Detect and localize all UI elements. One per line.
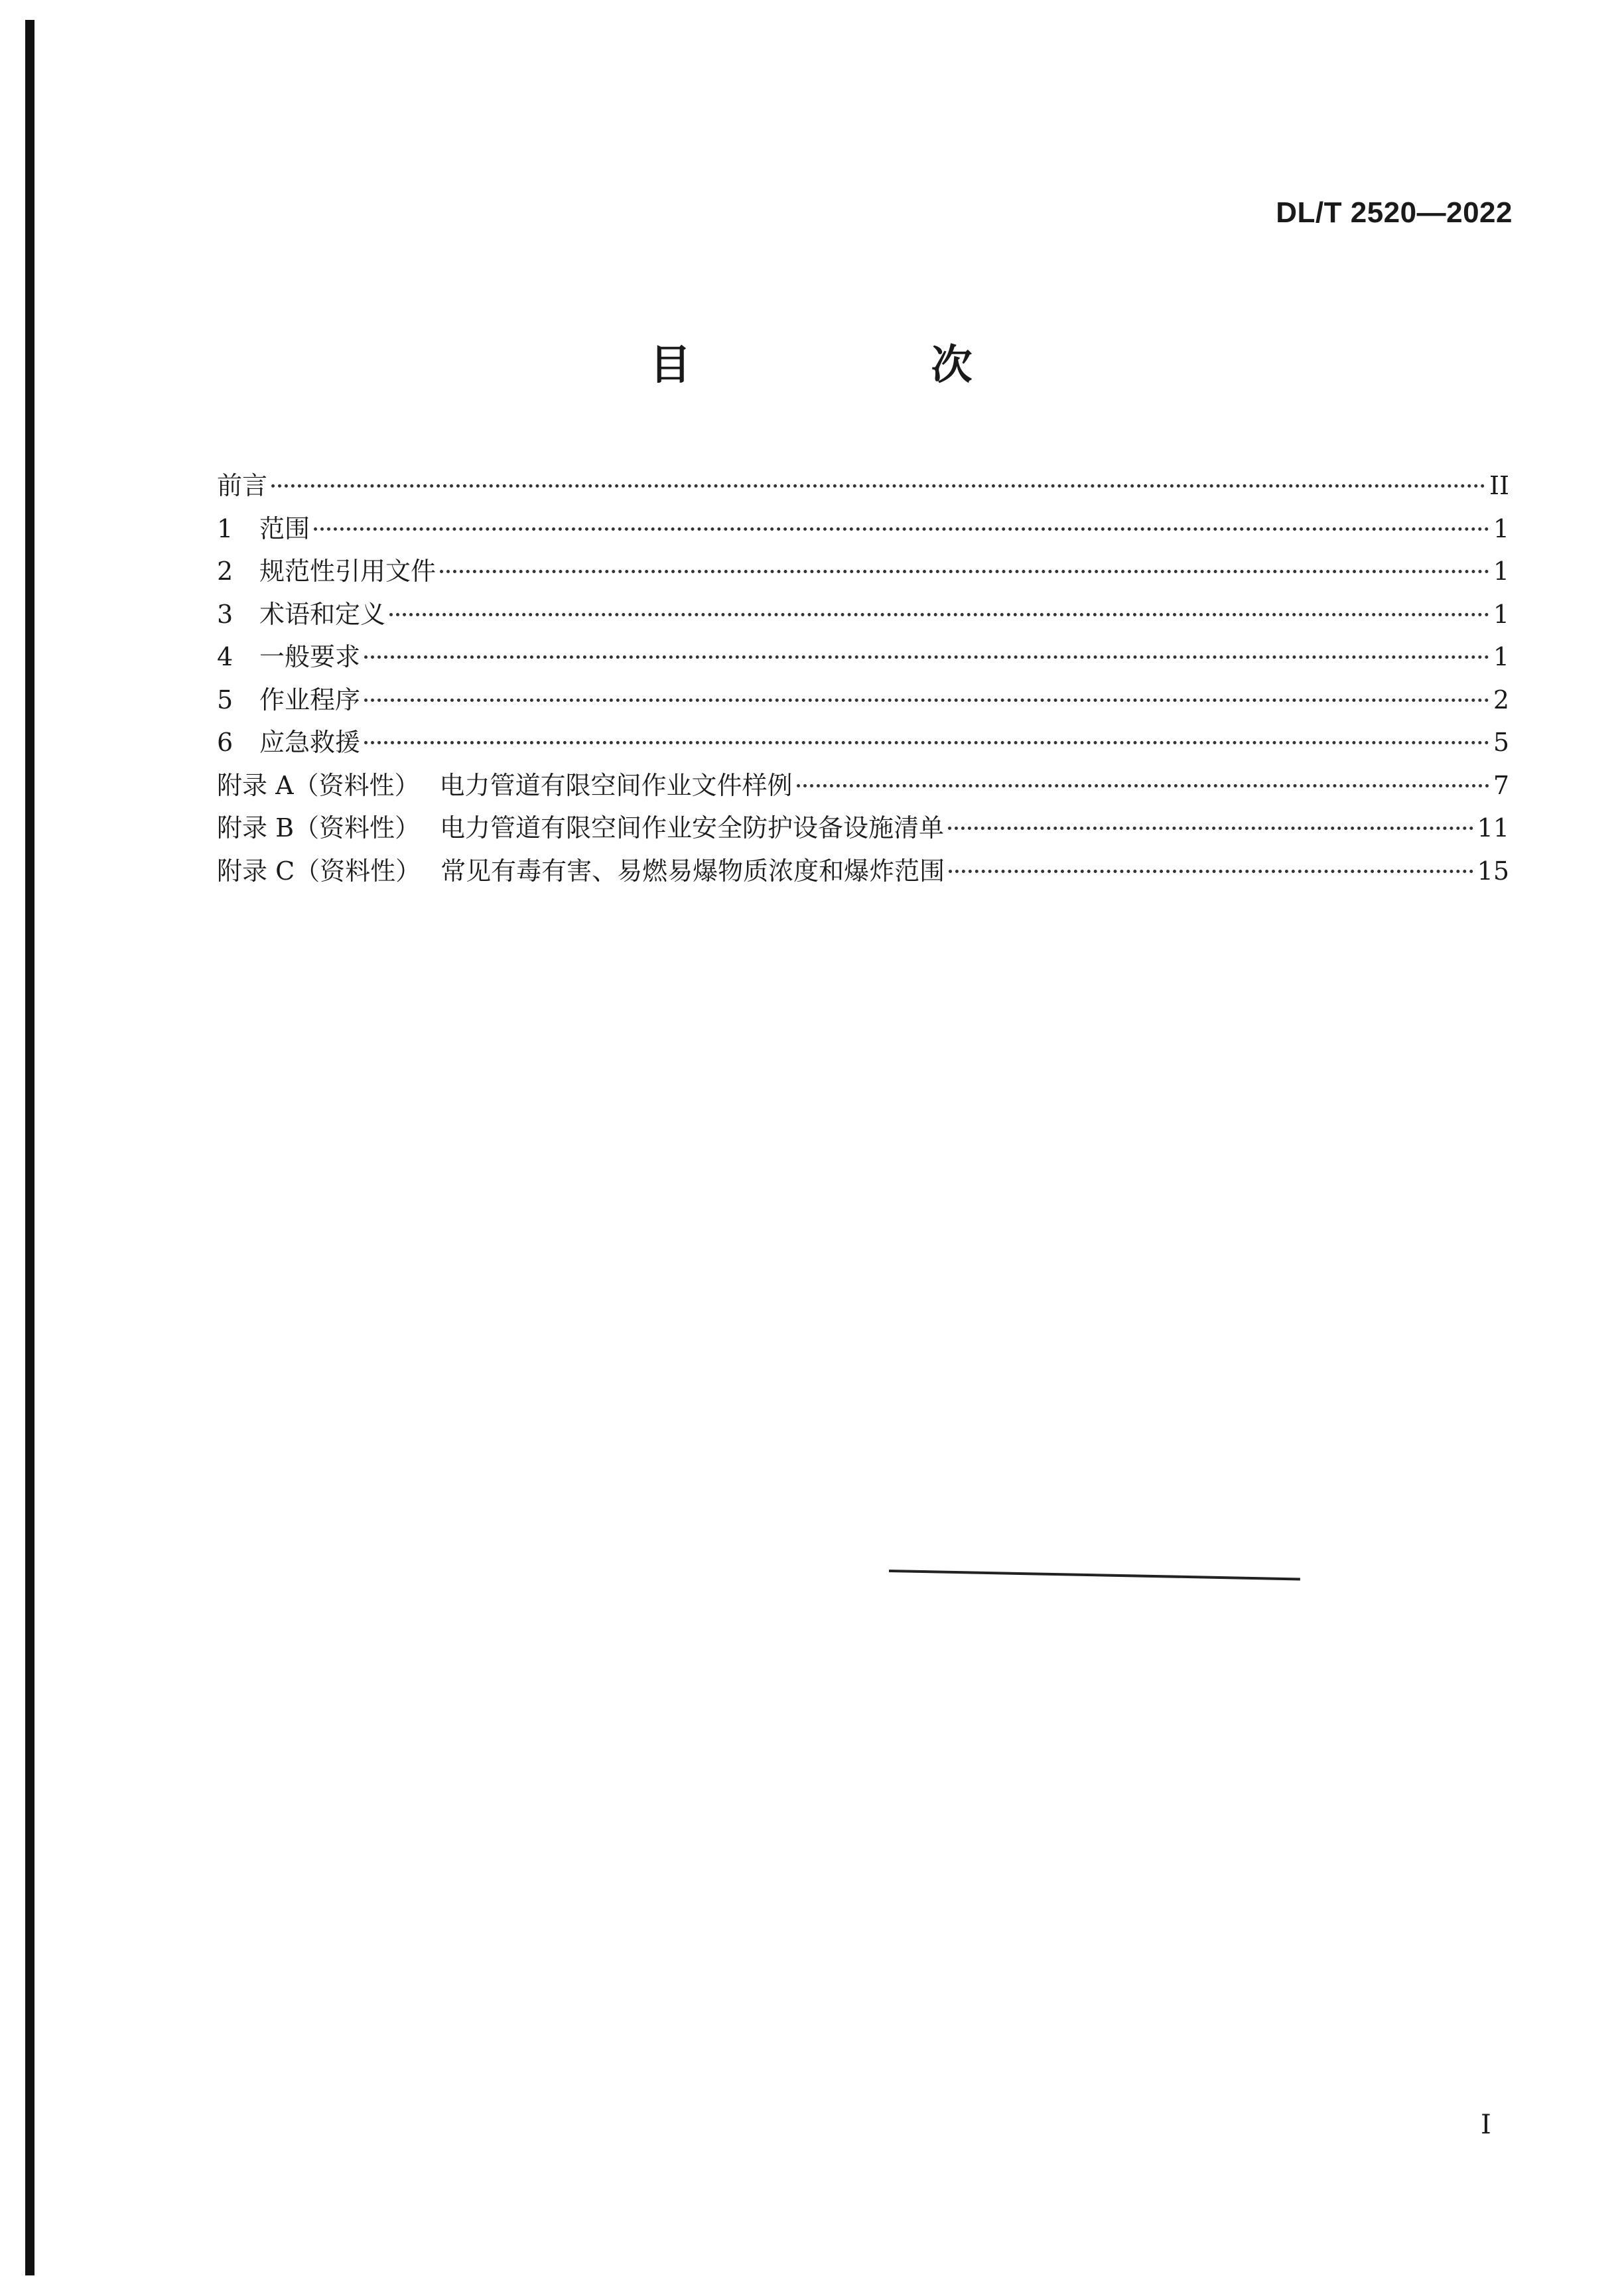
toc-dot-leader (440, 570, 1489, 573)
toc-entry-scope[interactable] (217, 507, 1509, 551)
toc-entry-label: 一般要求 (259, 642, 361, 671)
toc-entry-page: 11 (1477, 813, 1509, 843)
toc-entry-terms-definitions[interactable] (217, 593, 1509, 636)
toc-entry-page: 1 (1493, 513, 1509, 543)
table-of-contents (217, 464, 1509, 892)
toc-entry-label: 应急救援 (259, 728, 361, 757)
toc-appendix-prefix: 附录 C（资料性） (217, 856, 421, 886)
toc-entry-work-procedure[interactable] (217, 679, 1509, 722)
toc-dot-leader (271, 484, 1485, 488)
toc-entry-normative-references[interactable] (217, 550, 1509, 593)
toc-entry-page: 7 (1493, 770, 1509, 800)
toc-entry-page: 1 (1493, 557, 1509, 586)
toc-entry-label: 前言 (217, 471, 268, 500)
toc-dot-leader (364, 741, 1489, 744)
toc-entry-page: II (1489, 471, 1509, 500)
toc-entry-label: 常见有毒有害、易燃易爆物质浓度和爆炸范围 (440, 856, 945, 886)
toc-entry-label: 电力管道有限空间作业文件样例 (439, 770, 793, 800)
toc-entry-appendix-c[interactable] (217, 850, 1509, 893)
toc-dot-leader (364, 699, 1489, 702)
toc-entry-page: 5 (1493, 728, 1509, 757)
toc-entry-label: 规范性引用文件 (259, 557, 437, 586)
toc-entry-label: 范围 (259, 513, 310, 543)
page-number: I (1481, 2110, 1491, 2140)
toc-entry-number: 1 (217, 513, 234, 543)
toc-entry-number: 2 (217, 557, 234, 586)
toc-entry-general-requirements[interactable] (217, 636, 1509, 679)
toc-entry-label: 电力管道有限空间作业安全防护设备设施清单 (440, 813, 945, 843)
toc-entry-number: 5 (217, 685, 234, 714)
toc-entry-number: 3 (217, 599, 234, 629)
toc-appendix-prefix: 附录 B（资料性） (217, 813, 421, 843)
toc-entry-page: 15 (1477, 856, 1509, 886)
toc-dot-leader (949, 870, 1473, 873)
toc-dot-leader (389, 613, 1489, 616)
scan-stray-line (889, 1570, 1300, 1580)
toc-entry-label: 术语和定义 (259, 599, 386, 629)
toc-title: 目 次 (649, 340, 1072, 389)
toc-appendix-prefix: 附录 A（资料性） (217, 770, 420, 800)
toc-entry-foreword[interactable] (217, 464, 1509, 507)
toc-entry-appendix-b[interactable] (217, 807, 1509, 850)
toc-dot-leader (797, 784, 1489, 787)
toc-entry-page: 1 (1493, 599, 1509, 629)
toc-dot-leader (314, 527, 1489, 531)
toc-entry-emergency-rescue[interactable] (217, 721, 1509, 764)
toc-dot-leader (364, 655, 1489, 659)
document-code: DL/T 2520—2022 (1276, 196, 1513, 229)
toc-entry-number: 4 (217, 642, 234, 671)
toc-entry-appendix-a[interactable] (217, 764, 1509, 807)
toc-entry-page: 2 (1493, 685, 1509, 714)
toc-entry-number: 6 (217, 728, 234, 757)
toc-entry-label: 作业程序 (259, 685, 361, 714)
toc-entry-page: 1 (1493, 642, 1509, 671)
toc-dot-leader (948, 827, 1473, 830)
